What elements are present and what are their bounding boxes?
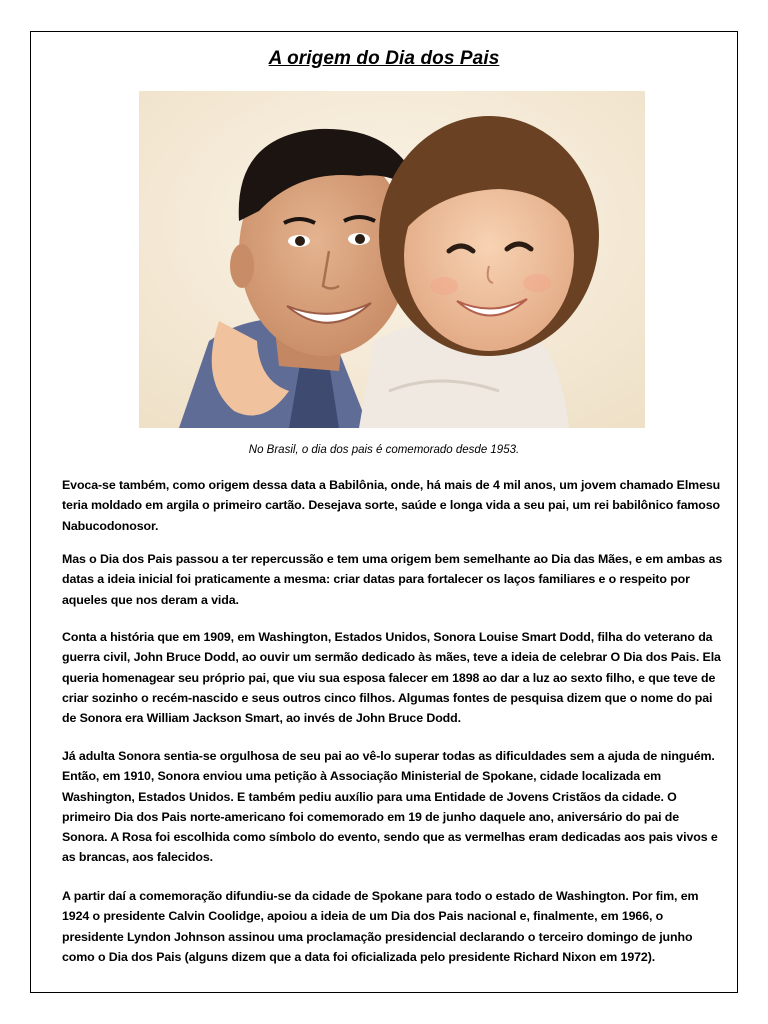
paragraph-sonora-dodd: Conta a história que em 1909, em Washington, Estados Unidos, Sonora Louise Smart Dodd, filha do veterano da guerra civil, John Bruce Dodd, ao ouvir um sermão dedicado às mães, teve a ideia de celebrar O Dia dos Pais. Ela queria homenagear seu próprio pai, que viu sua esposa falecer em 1898 ao dar a luz ao sexto filho, e que teve de criar sozinho o recém-nascido e seus outros cinco filhos. Algumas fontes de pesquisa dizem que o nome do pai de Sonora era William Jackson Smart, ao invés de John Bruce Dodd. xyxy=(62,630,721,726)
paragraph-national-holiday: A partir daí a comemoração difundiu-se da cidade de Spokane para todo o estado de Washington. Por fim, em 1924 o presidente Calvin Coolidge, apoiou a ideia de um Dia dos Pais nacional e, finalmente, em 1966, o presidente Lyndon Johnson assinou uma proclamação presidencial declarando o terceiro domingo de junho como o Dia dos Pais (alguns dizem que a data foi oficializada pelo presidente Richard Nixon em 1972). xyxy=(62,889,699,964)
paragraph-babylon-origin: Evoca-se também, como origem dessa data a Babilônia, onde, há mais de 4 mil anos, um jovem chamado Elmesu teria moldado em argila o primeiro cartão. Desejava sorte, saúde e longa vida a seu pai, um rei babilônico famoso Nabucodonosor. xyxy=(62,478,721,533)
paragraph-first-celebration: Já adulta Sonora sentia-se orgulhosa de seu pai ao vê-lo superar todas as dificuldades sem a ajuda de ninguém. Então, em 1910, Sonora enviou uma petição à Associação Ministerial de Spokane, cidade localizada em Washington, Estados Unidos. E também pediu auxílio para uma Entidade de Jovens Cristãos da cidade. O primeiro Dia dos Pais norte-americano foi comemorado em 19 de junho daquele ano, aniversário do pai de Sonora. A Rosa foi escolhida como símbolo do evento, sendo que as vermelhas eram dedicadas aos pais vivos e as brancas, aos falecidos. xyxy=(62,749,718,865)
paragraph-repercussion: Mas o Dia dos Pais passou a ter repercussão e tem uma origem bem semelhante ao Dia das Mães, e em ambas as datas a ideia inicial foi praticamente a mesma: criar datas para fortalecer os laços familiares e o respeito por aqueles que nos deram a vida. xyxy=(62,552,723,607)
document-title: A origem do Dia dos Pais xyxy=(268,48,500,69)
image-caption: No Brasil, o dia dos pais é comemorado desde 1953. xyxy=(248,444,520,456)
father-daughter-photo xyxy=(139,91,645,428)
